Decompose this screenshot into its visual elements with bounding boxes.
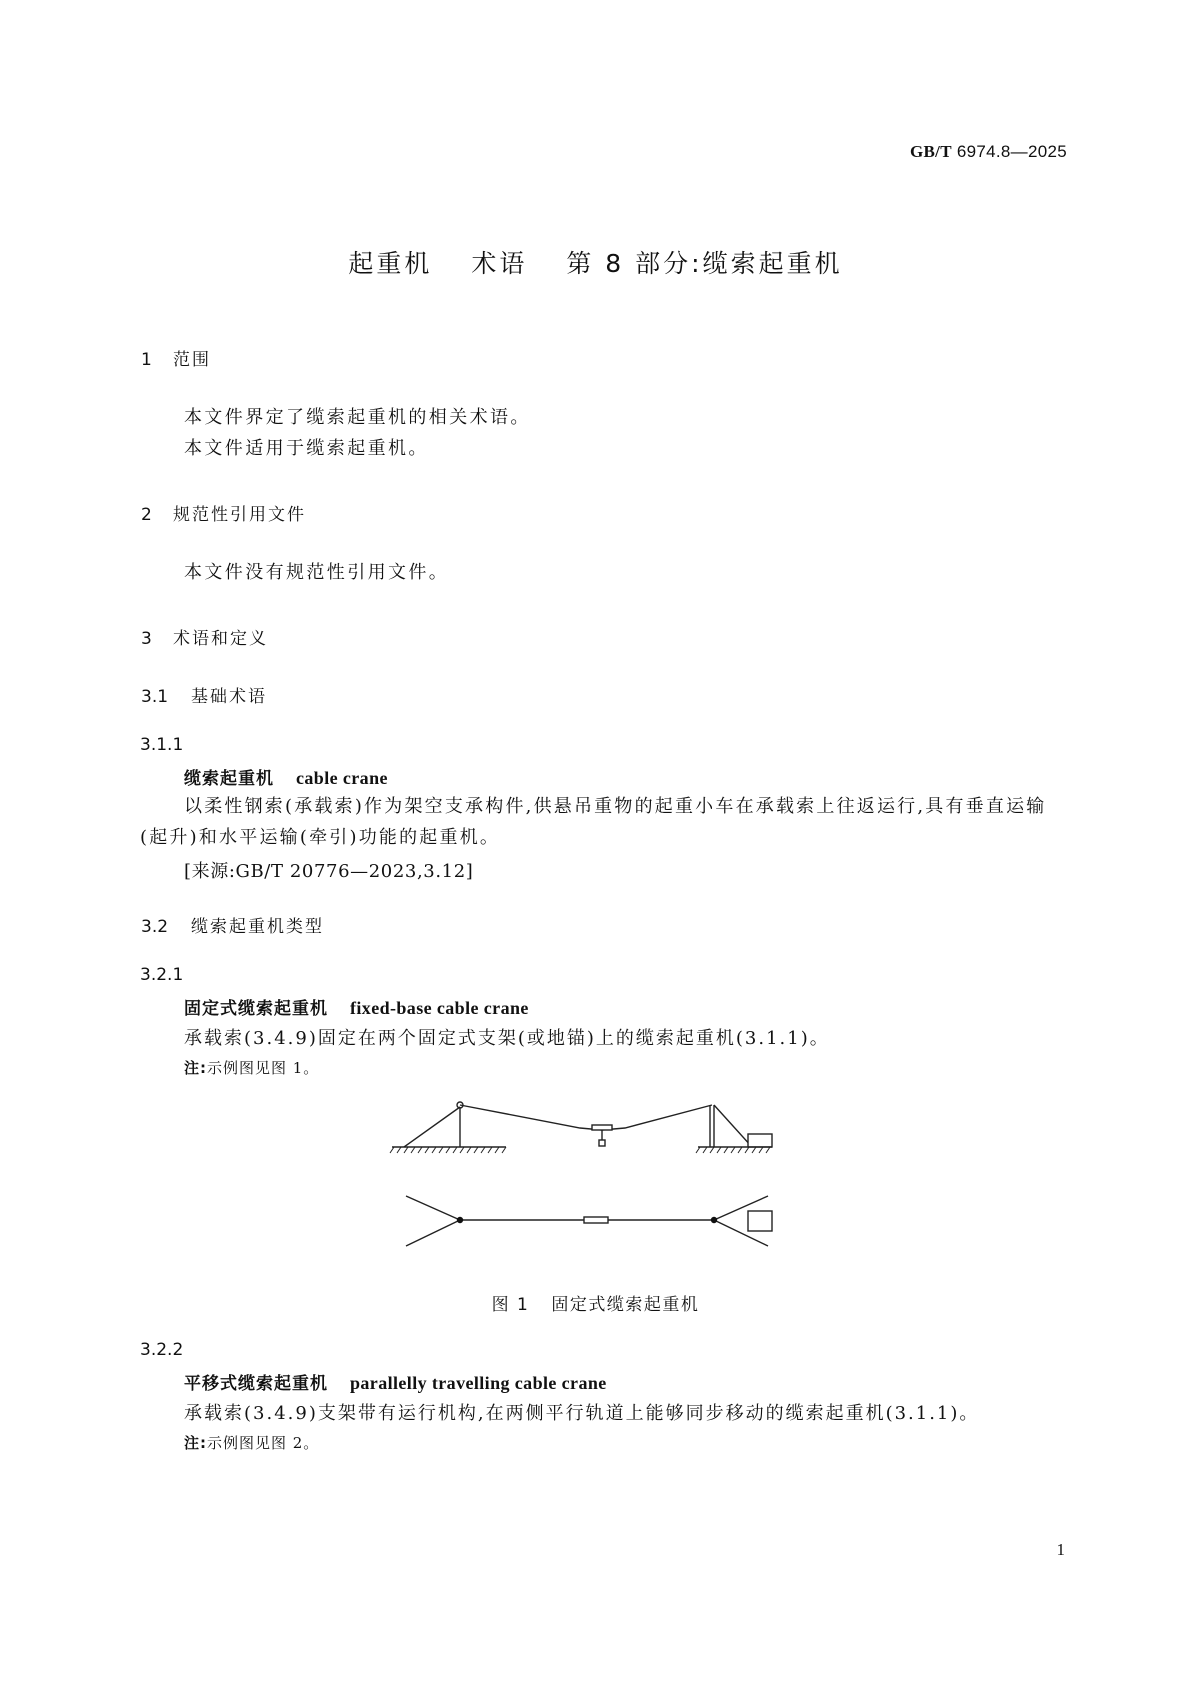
winch-house <box>748 1134 772 1147</box>
standard-prefix: GB/T <box>910 142 952 161</box>
term-source: [来源:GB/T 20776—2023,3.12] <box>184 861 474 882</box>
term-note <box>184 1432 319 1453</box>
right-ground-hatch <box>696 1147 770 1153</box>
section-heading-3-2 <box>141 912 324 937</box>
hook-load <box>599 1140 605 1146</box>
term-number: 3.1.1 <box>140 735 184 755</box>
term-entry <box>184 994 529 1019</box>
left-stay-upper <box>406 1196 460 1220</box>
paragraph: 本文件没有规范性引用文件。 <box>184 562 450 583</box>
left-backstay <box>404 1107 460 1147</box>
term-zh: 平移式缆索起重机 <box>184 1374 328 1394</box>
note-label: 注: <box>184 1434 207 1452</box>
section-number: 3.1 <box>141 687 169 707</box>
left-stay-lower <box>406 1220 460 1246</box>
left-anchor-point <box>457 1217 463 1223</box>
term-zh: 固定式缆索起重机 <box>184 999 328 1019</box>
section-title: 规范性引用文件 <box>173 505 306 525</box>
track-cable <box>460 1105 712 1130</box>
section-number: 1 <box>141 350 152 370</box>
section-title: 基础术语 <box>191 687 267 707</box>
section-title: 范围 <box>173 350 211 370</box>
section-heading-2 <box>141 500 306 525</box>
right-backstay <box>714 1105 752 1147</box>
section-number: 2 <box>141 505 152 525</box>
title-part2: 术语 <box>471 249 528 278</box>
paragraph: 本文件界定了缆索起重机的相关术语。 <box>184 407 531 428</box>
term-entry <box>184 1369 607 1394</box>
plan-winch-house <box>748 1211 772 1231</box>
section-title: 术语和定义 <box>173 629 268 649</box>
section-heading-1 <box>141 345 211 370</box>
figure-1-caption <box>0 1290 1191 1315</box>
page-number: 1 <box>1056 1540 1065 1559</box>
term-definition: 承载索(3.4.9)支架带有运行机构,在两侧平行轨道上能够同步移动的缆索起重机(3.1.1)。 <box>184 1403 980 1424</box>
section-number: 3.2 <box>141 917 169 937</box>
section-heading-3 <box>141 624 268 649</box>
figure-title: 固定式缆索起重机 <box>551 1295 700 1315</box>
term-en: parallelly travelling cable crane <box>350 1373 607 1393</box>
page-title <box>0 244 1191 280</box>
term-en: cable crane <box>296 768 388 788</box>
left-ground-hatch <box>390 1147 506 1153</box>
plan-trolley <box>584 1217 608 1223</box>
standard-number: 6974.8—2025 <box>956 142 1067 161</box>
note-text: 示例图见图 2。 <box>207 1434 320 1452</box>
term-en: fixed-base cable crane <box>350 998 529 1018</box>
term-definition: 以柔性钢索(承载索)作为架空支承构件,供悬吊重物的起重小车在承载索上往返运行,具有垂直运输(起升)和水平运输(牵引)功能的起重机。 <box>140 796 1047 848</box>
trolley <box>592 1125 612 1130</box>
right-anchor-point <box>711 1217 717 1223</box>
section-heading-3-1 <box>141 682 267 707</box>
section-title: 缆索起重机类型 <box>191 917 324 937</box>
title-part3: 第 8 部分:缆索起重机 <box>566 249 843 278</box>
term-number: 3.2.1 <box>140 965 184 985</box>
term-definition: 承载索(3.4.9)固定在两个固定式支架(或地锚)上的缆索起重机(3.1.1)。 <box>184 1028 830 1049</box>
section-number: 3 <box>141 629 152 649</box>
term-entry <box>184 764 388 789</box>
paragraph: 本文件适用于缆索起重机。 <box>184 438 429 459</box>
note-text: 示例图见图 1。 <box>207 1059 320 1077</box>
figure-1-diagram <box>380 1090 820 1270</box>
figure-label: 图 1 <box>491 1295 530 1315</box>
term-note <box>184 1057 319 1078</box>
term-number: 3.2.2 <box>140 1340 184 1360</box>
term-zh: 缆索起重机 <box>184 769 274 789</box>
note-label: 注: <box>184 1059 207 1077</box>
title-part1: 起重机 <box>348 249 433 278</box>
standard-code <box>910 142 1067 162</box>
